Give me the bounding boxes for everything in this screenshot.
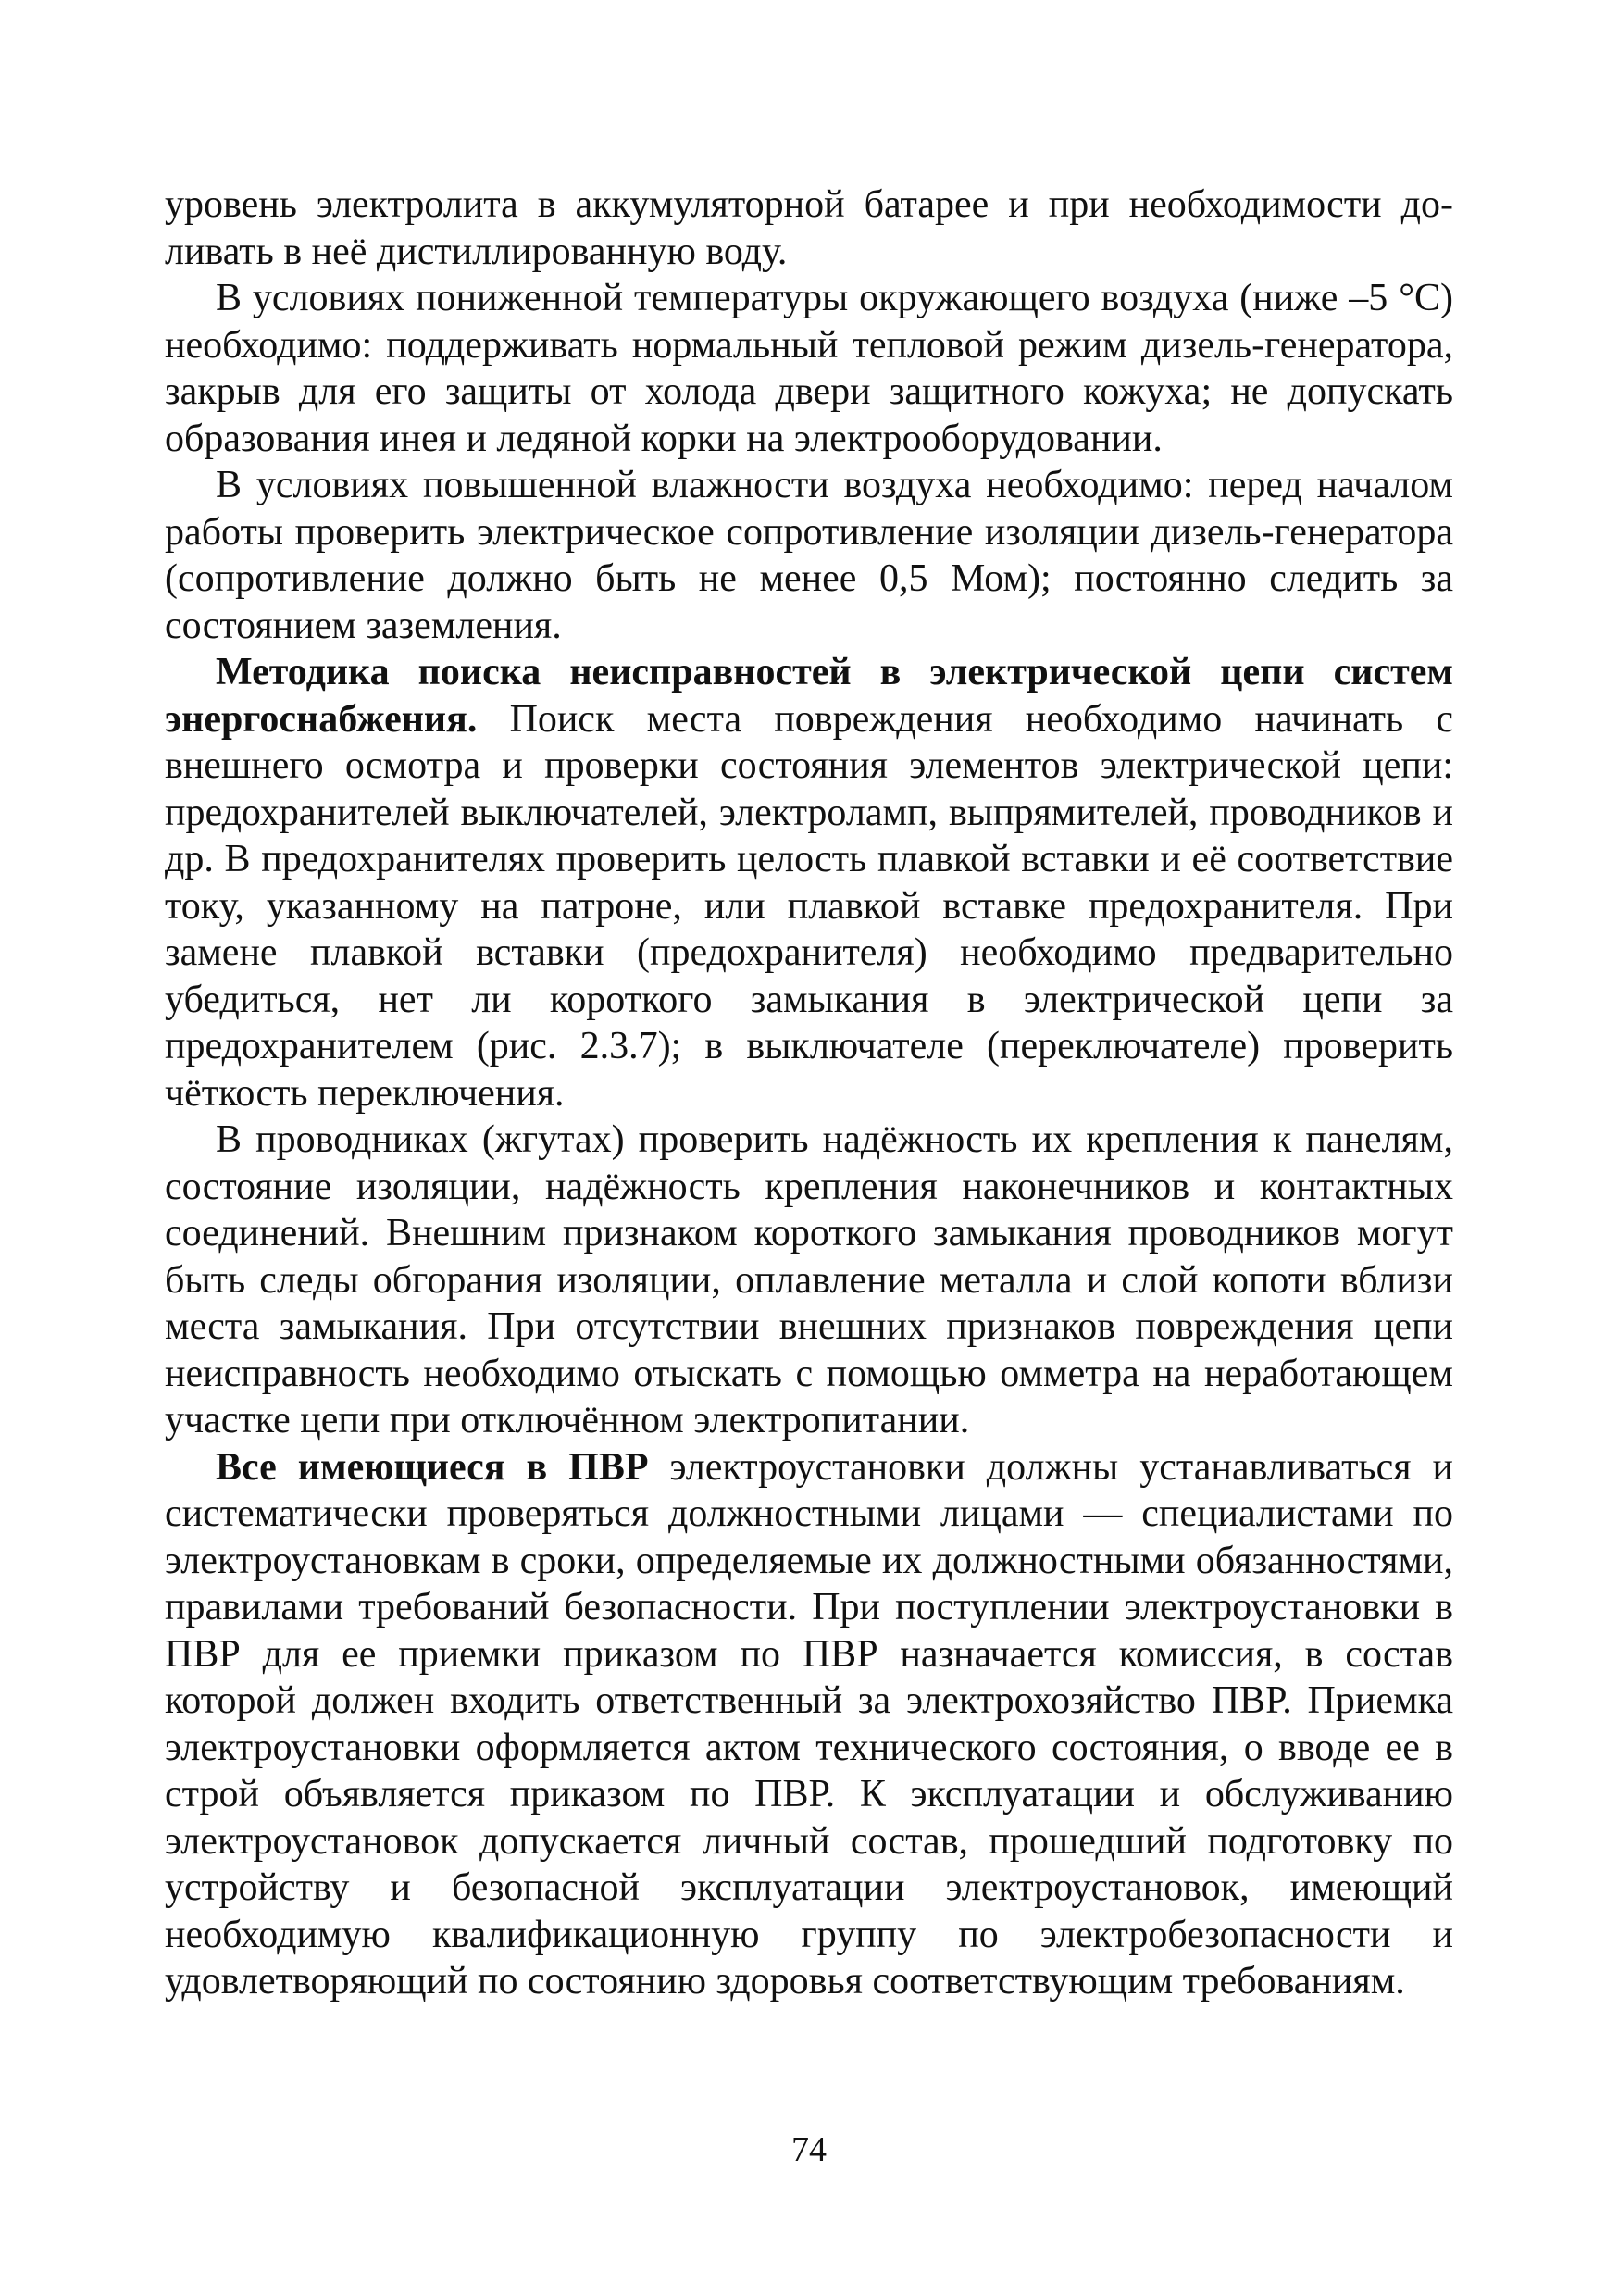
page-number: 74 [791,2130,827,2169]
page-body [165,181,1453,2005]
paragraph-text: уровень электролита в аккумуляторной батарее и при необходимости доливать в неё дистиллированную воду. [165,183,1453,273]
paragraph-low-temperature [165,275,1453,462]
paragraph-conductors [165,1117,1453,1444]
paragraph-text: электроустановки должны устанавливаться и систематически проверяться должностными лицами — специалистами по электроустановкам в сроки, определяемые их должностными обязанностями, правилами требований безопасности. При поступлении электроустановки в ПВР для ее приемки приказом по ПВР назначается комиссия, в состав которой должен входить ответственный за электрохозяйство ПВР. Приемка электроустановки оформляется актом технического состояния, о вводе ее в строй объявляется приказом по ПВР. К эксплуатации и обслуживанию электроустановок допускается личный состав, прошедший подготовку по устройству и безопасной эксплуатации электроустановок, имеющий необходимую квалификационную группу по электробезопасности и удовлетворяющий по состоянию здоровья соответствующим требованиям. [165,1445,1453,2003]
paragraph-text: В проводниках (жгутах) проверить надёжность их крепления к панелям, состояние изоляции, надёжность крепления наконечников и контактных соединений. Внешним признаком короткого замыкания проводников могут быть следы обгорания изоляции, оплавление металла и слой копоти вблизи места замыкания. При отсутствии внешних признаков повреждения цепи неисправность необходимо отыскать с помощью омметра на неработающем участке цепи при отключённом электропитании. [165,1118,1453,1441]
paragraph-text: Поиск места повреждения необходимо начинать с внешнего осмотра и проверки состояния элементов электрической цепи: предохранителей выключателей, электроламп, выпрямителей, проводников и др. В предохранителях проверить целость плавкой вставки и её соответствие току, указанному на патроне, или плавкой вставке предохранителя. При замене плавкой вставки (предохранителя) необходимо предварительно убедиться, нет ли короткого замыкания в электрической цепи за предохранителем (рис. 2.3.7); в выключателе (переключателе) проверить чёткость переключения. [165,697,1453,1115]
paragraph-fault-search-method [165,649,1453,1117]
paragraph-high-humidity [165,462,1453,649]
paragraph-continuation [165,181,1453,275]
paragraph-electrical-installations [165,1444,1453,2005]
paragraph-text: В условиях пониженной температуры окружающего воздуха (ниже –5 °С) необходимо: поддерживать нормальный тепловой режим дизель-генератора, закрыв для его защиты от холода двери защитного кожуха; не допускать образования инея и ледяной корки на электрооборудовании. [165,277,1453,460]
paragraph-text: В условиях повышенной влажности воздуха необходимо: перед началом работы проверить электрическое сопротивление изоляции дизель-генератора (сопротивление должно быть не менее 0,5 Мом); постоянно следить за состоянием заземления. [165,464,1453,647]
paragraph-bold-lead: Все имеющиеся в ПВР [216,1445,649,1489]
paragraph-bold-lead: Методика поиска неисправностей в электрической цепи систем энергоснабжения. [165,651,1453,741]
